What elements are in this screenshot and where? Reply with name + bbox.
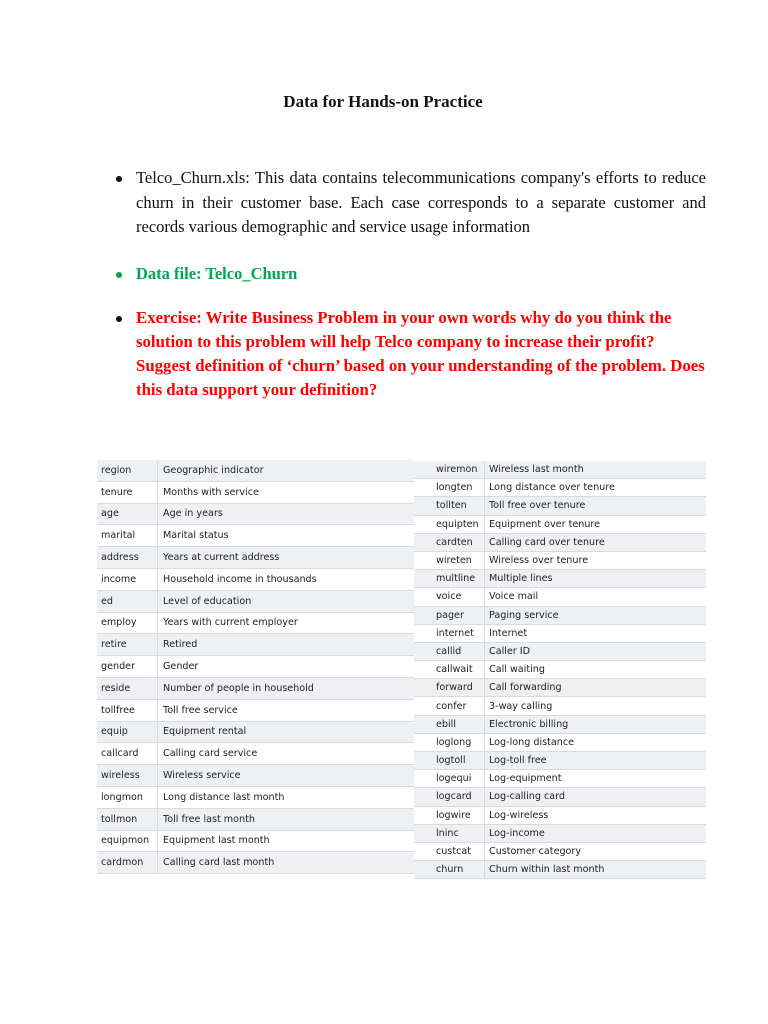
variable-name: cardten [414, 533, 485, 551]
variable-description: Marital status [158, 525, 415, 547]
variable-name: ed [97, 590, 158, 612]
exercise-text: Exercise: Write Business Problem in your own words why do you think the solution to this problem will help Telco company to increase their profit? Suggest definition of ‘churn’ based on your understanding of the problem. Does this data support your definition? [136, 308, 705, 399]
variable-name: retire [97, 634, 158, 656]
table-row [97, 503, 414, 525]
variable-description: Equipment rental [158, 721, 415, 743]
table-row [414, 752, 706, 770]
table-row [414, 515, 706, 533]
bullet-data-file [112, 262, 706, 287]
variable-description: Years with current employer [158, 612, 415, 634]
variable-name: confer [414, 697, 485, 715]
variable-description: Churn within last month [485, 861, 707, 879]
variable-name: voice [414, 588, 485, 606]
variable-name: tollmon [97, 808, 158, 830]
variable-description: Customer category [485, 842, 707, 860]
variable-name: gender [97, 656, 158, 678]
variable-description: Call forwarding [485, 679, 707, 697]
variable-description: Wireless over tenure [485, 551, 707, 569]
variable-name: loglong [414, 733, 485, 751]
variable-description: Internet [485, 624, 707, 642]
table-row [414, 551, 706, 569]
variable-name: logtoll [414, 752, 485, 770]
variable-name: tollfree [97, 699, 158, 721]
variable-name: region [97, 460, 158, 481]
variable-name: tenure [97, 481, 158, 503]
variable-name: cardmon [97, 852, 158, 874]
variable-description: Months with service [158, 481, 415, 503]
variable-name: employ [97, 612, 158, 634]
variable-name: tollten [414, 497, 485, 515]
variable-name: income [97, 568, 158, 590]
table-row [414, 715, 706, 733]
variable-description: Long distance last month [158, 786, 415, 808]
variable-description: Toll free over tenure [485, 497, 707, 515]
variable-name: equip [97, 721, 158, 743]
table-row [97, 721, 414, 743]
variable-description: Years at current address [158, 547, 415, 569]
table-row [97, 852, 414, 874]
table-row [414, 661, 706, 679]
variable-name: age [97, 503, 158, 525]
variable-name: marital [97, 525, 158, 547]
variable-name: callwait [414, 661, 485, 679]
table-row [97, 525, 414, 547]
variable-description: Age in years [158, 503, 415, 525]
variable-name: reside [97, 677, 158, 699]
table-row [414, 588, 706, 606]
variable-name: logequi [414, 770, 485, 788]
variable-name: wireten [414, 551, 485, 569]
variable-table-right [414, 461, 706, 879]
intro-text: Telco_Churn.xls: This data contains telecommunications company's efforts to reduce churn in their customer base. Each case corresponds to a separate customer and records various demographic and service usage information [136, 168, 706, 236]
variable-name: wiremon [414, 461, 485, 479]
table-row [97, 460, 414, 481]
variable-name: longmon [97, 786, 158, 808]
bullet-dot-icon [116, 176, 122, 182]
variable-description: Paging service [485, 606, 707, 624]
variable-description: Retired [158, 634, 415, 656]
table-row [414, 642, 706, 660]
table-row [414, 770, 706, 788]
table-row [414, 606, 706, 624]
table-row [414, 861, 706, 879]
page-title: Data for Hands-on Practice [283, 92, 483, 111]
variable-description: Calling card over tenure [485, 533, 707, 551]
table-row [97, 786, 414, 808]
variable-name: wireless [97, 765, 158, 787]
table-row [97, 481, 414, 503]
variable-name: logwire [414, 806, 485, 824]
variable-name: custcat [414, 842, 485, 860]
variable-description: 3-way calling [485, 697, 707, 715]
variable-description: Toll free service [158, 699, 415, 721]
variable-name: multline [414, 570, 485, 588]
variable-description: Wireless service [158, 765, 415, 787]
table-row [414, 733, 706, 751]
table-row [414, 788, 706, 806]
variable-description: Level of education [158, 590, 415, 612]
variable-name: forward [414, 679, 485, 697]
table-row [97, 743, 414, 765]
table-row [414, 497, 706, 515]
variable-description: Log-toll free [485, 752, 707, 770]
variable-name: internet [414, 624, 485, 642]
table-row [97, 765, 414, 787]
variable-description: Call waiting [485, 661, 707, 679]
table-row [97, 590, 414, 612]
variable-description: Equipment last month [158, 830, 415, 852]
variable-name: pager [414, 606, 485, 624]
variable-name: address [97, 547, 158, 569]
bullet-dot-icon [116, 316, 122, 322]
variable-description: Household income in thousands [158, 568, 415, 590]
variable-description: Toll free last month [158, 808, 415, 830]
table-row [414, 461, 706, 479]
data-file-text: Data file: Telco_Churn [136, 263, 298, 283]
variable-description: Log-long distance [485, 733, 707, 751]
variable-name: callid [414, 642, 485, 660]
variable-name: callcard [97, 743, 158, 765]
table-row [97, 656, 414, 678]
variable-name: longten [414, 479, 485, 497]
table-row [414, 624, 706, 642]
table-row [97, 830, 414, 852]
variable-description: Wireless last month [485, 461, 707, 479]
variable-description: Calling card last month [158, 852, 415, 874]
variable-name: logcard [414, 788, 485, 806]
table-row [97, 634, 414, 656]
variable-description: Caller ID [485, 642, 707, 660]
variable-table-left [97, 460, 414, 874]
bullet-intro [112, 166, 706, 240]
variable-description: Log-wireless [485, 806, 707, 824]
table-row [414, 570, 706, 588]
variable-description: Geographic indicator [158, 460, 415, 481]
variable-description: Multiple lines [485, 570, 707, 588]
table-row [97, 677, 414, 699]
table-row [97, 612, 414, 634]
variable-name: equipmon [97, 830, 158, 852]
table-row [414, 842, 706, 860]
variable-description: Calling card service [158, 743, 415, 765]
variable-description: Gender [158, 656, 415, 678]
variable-name: lninc [414, 824, 485, 842]
variable-name: ebill [414, 715, 485, 733]
table-row [97, 699, 414, 721]
table-row [97, 808, 414, 830]
variable-description: Voice mail [485, 588, 707, 606]
variable-description: Number of people in household [158, 677, 415, 699]
variable-description: Log-income [485, 824, 707, 842]
table-row [97, 547, 414, 569]
variable-description: Electronic billing [485, 715, 707, 733]
variable-name: churn [414, 861, 485, 879]
table-row [414, 479, 706, 497]
variable-description: Long distance over tenure [485, 479, 707, 497]
table-row [414, 697, 706, 715]
variable-name: equipten [414, 515, 485, 533]
table-row [414, 533, 706, 551]
table-row [97, 568, 414, 590]
bullet-dot-icon [116, 272, 122, 278]
variable-description: Log-calling card [485, 788, 707, 806]
variable-description: Log-equipment [485, 770, 707, 788]
variable-description: Equipment over tenure [485, 515, 707, 533]
bullet-exercise [112, 306, 706, 402]
table-row [414, 824, 706, 842]
bullet-list [112, 166, 706, 402]
table-row [414, 679, 706, 697]
table-row [414, 806, 706, 824]
